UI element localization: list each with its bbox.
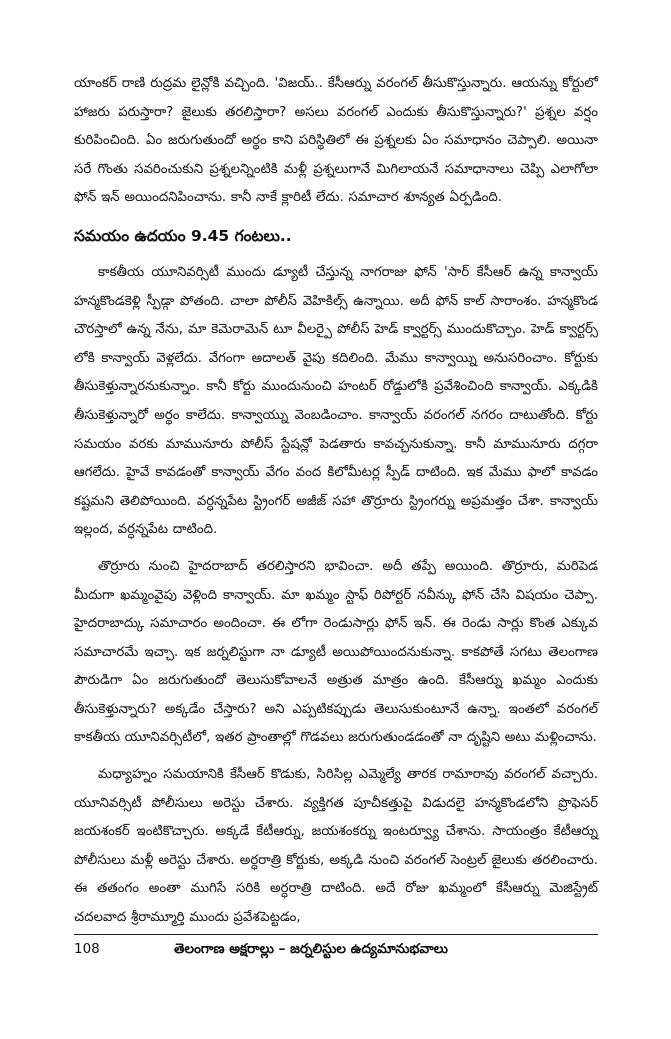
paragraph-4: మధ్యాహ్నం సమయానికి కేసీఆర్ కొడుకు, సిరిసిల్ల ఎమ్మెల్యే తారక రామారావు వరంగల్ వచ్చారు. యూనివర్సిటీ పోలీసులు అరెస్టు చేశారు. వ్యక్తిగత పూచీకత్తుపై విడుదలై హన్మకొండలోని ప్రొఫెసర్ జయశంకర్ ఇంటికొచ్చారు. అక్కడే కేటీఆర్ను, జయశంకర్ను ఇంటర్వ్యూ చేశాను. సాయంత్రం కేటీఆర్ను పోలీసులు మళ్లీ అరెస్టు చేశారు. అర్ధరాత్రి కోర్టుకు, అక్కడి నుంచి వరంగల్ సెంట్రల్ జైలుకు తరలించారు. ఈ తతంగం అంతా ముగిసే సరికి అర్ధరాత్రి దాటింది. అదే రోజు ఖమ్మంలో కేసీఆర్ను మెజిస్ట్రేట్ చదలవాద శ్రీరామ్మూర్తి ముందు ప్రవేశపెట్టడం, <box>74 767 598 926</box>
book-title: తెలంగాణ అక్షరాల్లు – జర్నలిస్టుల ఉద్యమానుభవాలు <box>174 941 448 957</box>
page-body <box>74 70 598 933</box>
page-footer <box>74 934 598 960</box>
paragraph-2: కాకతీయ యూనివర్సిటీ ముందు డ్యూటీ చేస్తున్న నాగరాజు ఫోన్ 'సార్ కేసీఆర్ ఉన్న కాన్వాయ్ హన్మకొండకెళ్లి స్పీడ్గా పోతంది. చాలా పోలీస్ వెహికిల్స్ ఉన్నాయి. అదీ ఫోన్ కాల్ సారాంశం. హన్మకొండ చౌరస్తాలో ఉన్న నేను, మా కెమెరామెన్ టూ వీలర్పై పోలీస్ హెడ్ క్వార్టర్స్ ముందుకొచ్చాం. హెడ్ క్వార్టర్స్ లోకి కాన్వాయ్ వెళ్లలేదు. వేగంగా అదాలత్ వైపు కదిలింది. మేము కాన్వాయ్ని అనుసరించాం. కోర్టుకు తీసుకెళ్తున్నారనుకున్నాం. కానీ కోర్టు ముందునుంచి హంటర్ రోడ్డులోకి ప్రవేశించింది కాన్వాయ్. ఎక్కడికి తీసుకెళ్తున్నారో అర్థం కాలేదు. కాన్వాయ్ను వెంబడించాం. కాన్వాయ్ వరంగల్ నగరం దాటుతోంది. కోర్టు సమయం వరకు మామునూరు పోలీస్ స్టేషన్లో పెడతారు కావచ్చనుకున్నా. కానీ మామునూరు దగ్గరా ఆగలేదు. హైవే కావడంతో కాన్వాయ్ వేగం వంద కిలోమీటర్ల స్పీడ్ దాటింది. ఇక మేము ఫాలో కావడం కష్టమని తెలిపోయింది. వర్ధన్నపేట స్ట్రింగర్ అజీజ్ సహా తొర్రూరు స్ట్రింగర్ను అప్రమత్తం చేశా. కాన్వాయ్ ఇల్లంద, వర్ధన్నపేట దాటింది. <box>74 264 598 538</box>
page-number: 108 <box>74 941 100 957</box>
paragraph-3: తొర్రూరు నుంచి హైదరాబాద్ తరలిస్తారని భావించా. అదీ తప్పే అయింది. తొర్రూరు, మరిపెడ మీదుగా ఖమ్మంవైపు వెళ్లింది కాన్వాయ్. మా ఖమ్మం స్టాఫ్ రిపోర్టర్ నవీన్కు ఫోన్ చేసి విషయం చెప్పా. హైదరాబాద్కు సమాచారం అందించా. ఈ లోగా రెండుసార్లు ఫోన్ ఇన్. ఈ రెండు సార్లు కొంత ఎక్కువ సమాచారమే ఇచ్చా. ఇక జర్నలిస్టుగా నా డ్యూటీ అయిపోయిందనుకున్నా. కాకపోతే సగటు తెలంగాణ పౌరుడిగా ఏం జరుగుతుందో తెలుసుకోవాలనే అత్రుత మాత్రం ఉంది. కేసీఆర్ను ఖమ్మం ఎందుకు తీసుకెళ్తున్నారు? అక్కడేం చేస్తారు? అని ఎప్పటికప్పుడు తెలుసుకుంటూనే ఉన్నా. ఇంతలో వరంగల్ కాకతీయ యూనివర్సిటీలో, ఇతర ప్రాంతాల్లో గొడవలు జరుగుతుండడంతో నా దృష్టిని అటు మళ్లించాను. <box>74 558 598 746</box>
paragraph-1: యాంకర్ రాణి రుద్రమ లైన్లోకి వచ్చింది. 'విజయ్.. కేసీఆర్ను వరంగల్ తీసుకొస్తున్నారు. ఆయన్ను కోర్టులో హాజరు పరుస్తారా? జైలుకు తరలిస్తారా? అసలు వరంగల్ ఎందుకు తీసుకొస్తున్నారు?' ప్రశ్నల వర్షం కురిపించింది. ఏం జరుగుతుందో అర్థం కాని పరిస్థితిలో ఈ ప్రశ్నలకు ఏం సమాధానం చెప్పాలి. అయినా సరే గొంతు సవరించుకుని ప్రశ్నలన్నింటికి మళ్లీ ప్రశ్నలుగానే మిగిలాయనే సమాధానాలు చెప్పి ఎలాగోలా ఫోన్ ఇన్ అయిందనిపించాను. కానీ నాకే క్లారిటీ లేదు. సమాచార శూన్యత ఏర్పడింది. <box>74 76 598 206</box>
section-heading: సమయం ఉదయం 9.45 గంటలు.. <box>74 226 292 245</box>
